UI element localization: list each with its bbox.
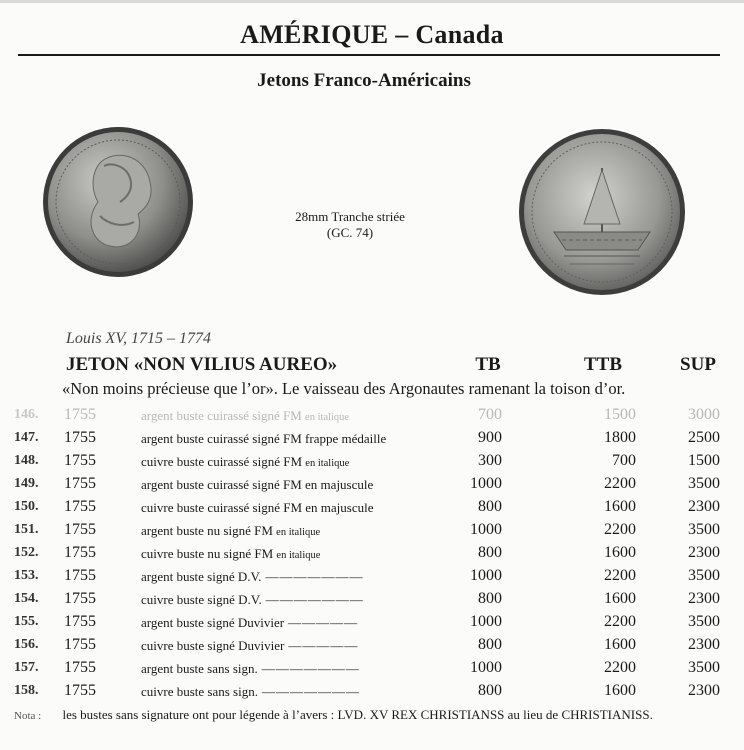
year: 1755 — [64, 613, 96, 630]
price-ttb: 1600 — [604, 590, 636, 607]
price-tb: 1000 — [470, 659, 502, 676]
year: 1755 — [64, 521, 96, 538]
price-sup: 2300 — [688, 636, 720, 653]
price-tb: 1000 — [470, 567, 502, 584]
leader-dashes: ——————— — [265, 569, 364, 584]
year: 1755 — [64, 429, 96, 446]
variety-description — [141, 661, 360, 677]
catalog-number: 150. — [14, 499, 39, 514]
price-tb: 800 — [478, 590, 502, 607]
price-tb: 800 — [478, 636, 502, 653]
price-tb: 1000 — [470, 521, 502, 538]
catalog-number: 153. — [14, 568, 39, 583]
page-subtitle: Jetons Franco-Américains — [257, 70, 471, 91]
variety-description — [141, 546, 320, 562]
table-row — [0, 404, 744, 427]
variety-text: argent buste signé D.V. — [141, 569, 262, 584]
table-row — [0, 680, 744, 703]
price-sup: 2300 — [688, 682, 720, 699]
price-sup: 2500 — [688, 429, 720, 446]
table-row — [0, 427, 744, 450]
variety-text: cuivre buste nu signé FM — [141, 546, 274, 561]
price-sup: 2300 — [688, 590, 720, 607]
variety-text: cuivre buste cuirassé signé FM en majuscule — [141, 500, 374, 515]
variety-text: argent buste cuirassé signé FM frappe médaille — [141, 431, 387, 446]
spec-reference: (GC. 74) — [326, 225, 374, 240]
variety-text: argent buste signé Duvivier — [141, 615, 285, 630]
year: 1755 — [64, 498, 96, 515]
price-tb: 1000 — [470, 613, 502, 630]
variety-note: en italique — [276, 550, 321, 561]
catalog-number: 147. — [14, 430, 39, 445]
price-tb: 900 — [478, 429, 502, 446]
coin-reverse-image — [518, 128, 686, 296]
catalog-number: 146. — [14, 407, 39, 422]
leader-dashes: ——————— — [261, 684, 360, 699]
jeton-header-row — [0, 354, 744, 378]
variety-description — [141, 454, 349, 470]
variety-text: argent buste cuirassé signé FM — [141, 408, 302, 423]
table-row — [0, 657, 744, 680]
year: 1755 — [64, 452, 96, 469]
footnote-text: les bustes sans signature ont pour légende à l’avers : LVD. XV REX CHRISTIANSS au lieu de CHRISTIANISS. — [62, 707, 653, 722]
year: 1755 — [64, 590, 96, 607]
price-tb: 1000 — [470, 475, 502, 492]
grade-header-ttb: TTB — [583, 354, 623, 375]
table-row — [0, 496, 744, 519]
catalog-number: 157. — [14, 660, 39, 675]
variety-note: en italique — [276, 527, 321, 538]
variety-description — [141, 684, 360, 700]
price-sup: 3000 — [688, 406, 720, 423]
title-rule — [18, 54, 720, 56]
year: 1755 — [64, 636, 96, 653]
catalog-number: 154. — [14, 591, 39, 606]
page-title: AMÉRIQUE – Canada — [240, 20, 504, 49]
year: 1755 — [64, 475, 96, 492]
price-ttb: 2200 — [604, 521, 636, 538]
year: 1755 — [64, 682, 96, 699]
leader-dashes: ——————— — [261, 661, 360, 676]
leader-dashes: ————— — [288, 615, 359, 630]
year: 1755 — [64, 406, 96, 423]
price-ttb: 2200 — [604, 659, 636, 676]
variety-description — [141, 615, 358, 631]
year: 1755 — [64, 567, 96, 584]
variety-text: cuivre buste sans sign. — [141, 684, 258, 699]
price-tb: 700 — [478, 406, 502, 423]
price-ttb: 1600 — [604, 682, 636, 699]
catalog-number: 158. — [14, 683, 39, 698]
variety-description — [141, 523, 320, 539]
variety-description — [141, 477, 373, 493]
catalog-number: 149. — [14, 476, 39, 491]
price-sup: 2300 — [688, 498, 720, 515]
jeton-title: JETON «NON VILIUS AUREO» — [66, 354, 338, 375]
jeton-description: «Non moins précieuse que l’or». Le vaisseau des Argonautes ramenant la toison d’or. — [62, 379, 626, 398]
variety-text: argent buste cuirassé signé FM en majuscule — [141, 477, 374, 492]
catalog-number: 156. — [14, 637, 39, 652]
price-sup: 3500 — [688, 567, 720, 584]
variety-description — [141, 431, 386, 447]
catalog-number: 155. — [14, 614, 39, 629]
price-ttb: 1600 — [604, 544, 636, 561]
year: 1755 — [64, 544, 96, 561]
table-row — [0, 519, 744, 542]
price-ttb: 2200 — [604, 613, 636, 630]
coin-specification — [270, 209, 430, 241]
price-ttb: 2200 — [604, 475, 636, 492]
price-ttb: 1800 — [604, 429, 636, 446]
leader-dashes: ————— — [288, 638, 359, 653]
variety-text: argent buste sans sign. — [141, 661, 258, 676]
price-sup: 3500 — [688, 613, 720, 630]
coin-obverse-image — [42, 126, 194, 278]
table-row — [0, 634, 744, 657]
price-sup: 3500 — [688, 659, 720, 676]
catalog-number: 148. — [14, 453, 39, 468]
variety-description — [141, 569, 363, 585]
price-ttb: 700 — [612, 452, 636, 469]
variety-text: cuivre buste signé Duvivier — [141, 638, 285, 653]
table-row — [0, 611, 744, 634]
table-row — [0, 473, 744, 496]
table-row — [0, 588, 744, 611]
spec-size-edge: 28mm Tranche striée — [295, 209, 405, 224]
price-tb: 300 — [478, 452, 502, 469]
variety-note: en italique — [305, 458, 350, 469]
grade-header-tb: TB — [475, 354, 501, 375]
price-table — [0, 404, 744, 703]
variety-description — [141, 592, 364, 608]
price-sup: 3500 — [688, 475, 720, 492]
catalog-number: 152. — [14, 545, 39, 560]
variety-text: argent buste nu signé FM — [141, 523, 273, 538]
table-row — [0, 565, 744, 588]
footnote-label: Nota : — [14, 710, 42, 722]
year: 1755 — [64, 659, 96, 676]
price-ttb: 1500 — [604, 406, 636, 423]
price-tb: 800 — [478, 682, 502, 699]
price-tb: 800 — [478, 544, 502, 561]
variety-description — [141, 500, 374, 516]
price-ttb: 2200 — [604, 567, 636, 584]
price-sup: 2300 — [688, 544, 720, 561]
grade-header-sup: SUP — [680, 354, 716, 375]
reign-label: Louis XV, 1715 – 1774 — [66, 330, 212, 347]
price-sup: 3500 — [688, 521, 720, 538]
footnote — [14, 707, 734, 723]
price-tb: 800 — [478, 498, 502, 515]
price-ttb: 1600 — [604, 636, 636, 653]
table-row — [0, 450, 744, 473]
top-border — [0, 0, 744, 3]
price-sup: 1500 — [688, 452, 720, 469]
variety-text: cuivre buste signé D.V. — [141, 592, 262, 607]
variety-description — [141, 638, 358, 654]
variety-description — [141, 408, 349, 424]
variety-note: en italique — [305, 412, 350, 423]
price-ttb: 1600 — [604, 498, 636, 515]
table-row — [0, 542, 744, 565]
variety-text: cuivre buste cuirassé signé FM — [141, 454, 303, 469]
leader-dashes: ——————— — [265, 592, 364, 607]
catalog-number: 151. — [14, 522, 39, 537]
